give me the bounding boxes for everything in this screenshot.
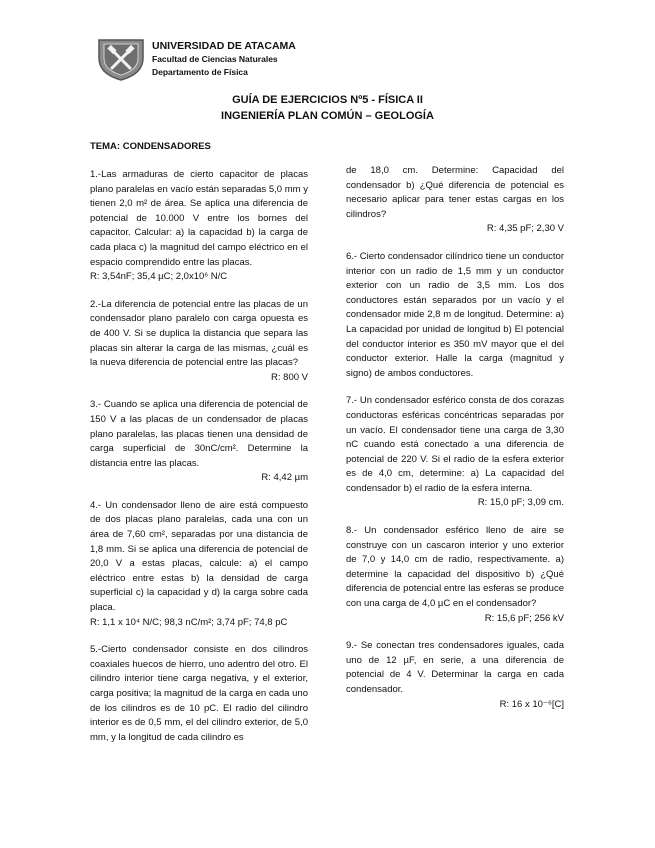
title-line-1: GUÍA DE EJERCICIOS Nº5 - FÍSICA II (232, 94, 423, 106)
faculty-name: Facultad de Ciencias Naturales (152, 54, 278, 64)
exercise-text: 2.-La diferencia de potencial entre las placas de un condensador plano paralelo con carga opuesta es de 400 V. Si se duplica la distancia que separa las placas sin alterar la carga de las mismas, ¿cuál es la nueva diferencia de potencial entre las placas? (90, 298, 308, 369)
exercise-answer: R: 15,0 pF; 3,09 cm. (477, 497, 564, 509)
exercise-answer: R: 800 V (271, 371, 308, 383)
exercise-answer: R: 4,35 pF; 2,30 V (486, 223, 564, 235)
exercise-text: de 18,0 cm. Determine: Capacidad del condensador b) ¿Qué diferencia de potencial es necesario aplicar para tener estas cargas en los cilindros? (346, 165, 564, 220)
exercise-7 (346, 394, 564, 511)
exercise-1 (90, 168, 308, 285)
topic-heading: TEMA: CONDENSADORES (90, 141, 211, 152)
department-name: Departamento de Física (152, 67, 248, 77)
exercise-9 (346, 639, 564, 712)
exercise-4 (90, 499, 308, 630)
exercise-2 (90, 298, 308, 386)
exercise-5-part-2 (346, 164, 564, 237)
exercise-answer: R: 3,54nF; 35,4 µC; 2,0x10⁶ N/C (90, 271, 228, 283)
right-column (346, 164, 564, 725)
exercise-text: 6.- Cierto condensador cilíndrico tiene un conductor interior con un radio de 1,5 mm y un conductor exterior con un radio de 3,5 mm. Los dos conductores están separados por un vacío y el condensador mide 2,8 m de longitud. Determine: a) La capacidad por unidad de longitud b) El potencial del conductor interior es 350 mV mayor que el del conductor exterior. Halle la carga (magnitud y signo) de ambos conductores. (346, 250, 564, 379)
exercise-text: 3.- Cuando se aplica una diferencia de potencial de 150 V a las placas de un condensador de placas plano paralelas, las placas tienen una densidad de carga superficial de 30nC/cm². Determine la distancia entre las placas. (90, 399, 308, 469)
exercise-text: 7.- Un condensador esférico consta de dos corazas conductoras esféricas concéntricas separadas por un vacío. El condensador tiene una carga de 3,30 nC cuando está conectado a una diferencia de potencial de 220 V. Si el radio de la esfera exterior es de 4,0 cm, determine: a) La capacidad del condensador b) el radio de la esfera interna. (346, 395, 564, 494)
exercise-text: 4.- Un condensador lleno de aire está compuesto de dos placas plano paralelas, cada una con un área de 7,60 cm², separadas por una distancia de 1,8 mm. Si se aplica una diferencia de potencial de 20,0 V a estas placas, calcule: a) el campo eléctrico entre estas b) la densidad de carga superficial c) la capacidad y d) la carga sobre cada placa. (90, 499, 308, 614)
exercise-5-part-1 (90, 643, 308, 745)
left-column (90, 168, 308, 758)
exercise-answer: R: 4,42 µm (261, 472, 308, 484)
exercise-text: 1.-Las armaduras de cierto capacitor de placas plano paralelas en vacío están separadas 5,0 mm y tienen 2,0 m² de área. Se aplica una diferencia de potencial de 10.000 V entre los bornes del capacitor. Calcular: a) la capacidad b) la carga de cada placa c) la magnitud del campo eléctrico en el espacio comprendido entre las placas. (90, 169, 308, 268)
exercise-answer: R: 1,1 x 10⁴ N/C; 98,3 nC/m²; 3,74 pF; 74,8 pC (90, 616, 288, 628)
exercise-answer: R: 16 x 10⁻⁶[C] (499, 698, 564, 710)
university-seal-logo (95, 34, 147, 82)
university-name: UNIVERSIDAD DE ATACAMA (152, 40, 296, 52)
exercise-8 (346, 524, 564, 626)
exercise-text: 8.- Un condensador esférico lleno de aire se construye con un cascaron interior y uno exterior de 7,0 y 14,0 cm de radio, respectivamente. a) determine la capacidad del dispositivo b) ¿Qué diferencia de potencial entre las esferas se produce con una carga de 4,0 µC en el condensador? (346, 525, 564, 610)
exercise-answer: R: 15,6 pF; 256 kV (484, 612, 564, 624)
exercise-text: 5.-Cierto condensador consiste en dos cilindros coaxiales huecos de hierro, uno adentro del otro. El cilindro interior tiene carga negativa, y el exterior, carga positiva; la magnitud de la carga en cada uno de los cilindros es de 10 pC. El radio del cilindro interior es de 0,5 mm, el del cilindro exterior, de 5,0 mm, y la longitud de cada cilindro es (90, 644, 308, 743)
exercise-3 (90, 398, 308, 486)
document-title (0, 92, 655, 124)
institution-block (152, 40, 296, 79)
exercise-text: 9.- Se conectan tres condensadores iguales, cada uno de 12 µF, en serie, a una diferencia de potencial de 4 V. Determinar la carga en cada condensador. (346, 640, 564, 695)
title-line-2: INGENIERÍA PLAN COMÚN – GEOLOGÍA (221, 110, 434, 122)
exercise-6 (346, 250, 564, 381)
